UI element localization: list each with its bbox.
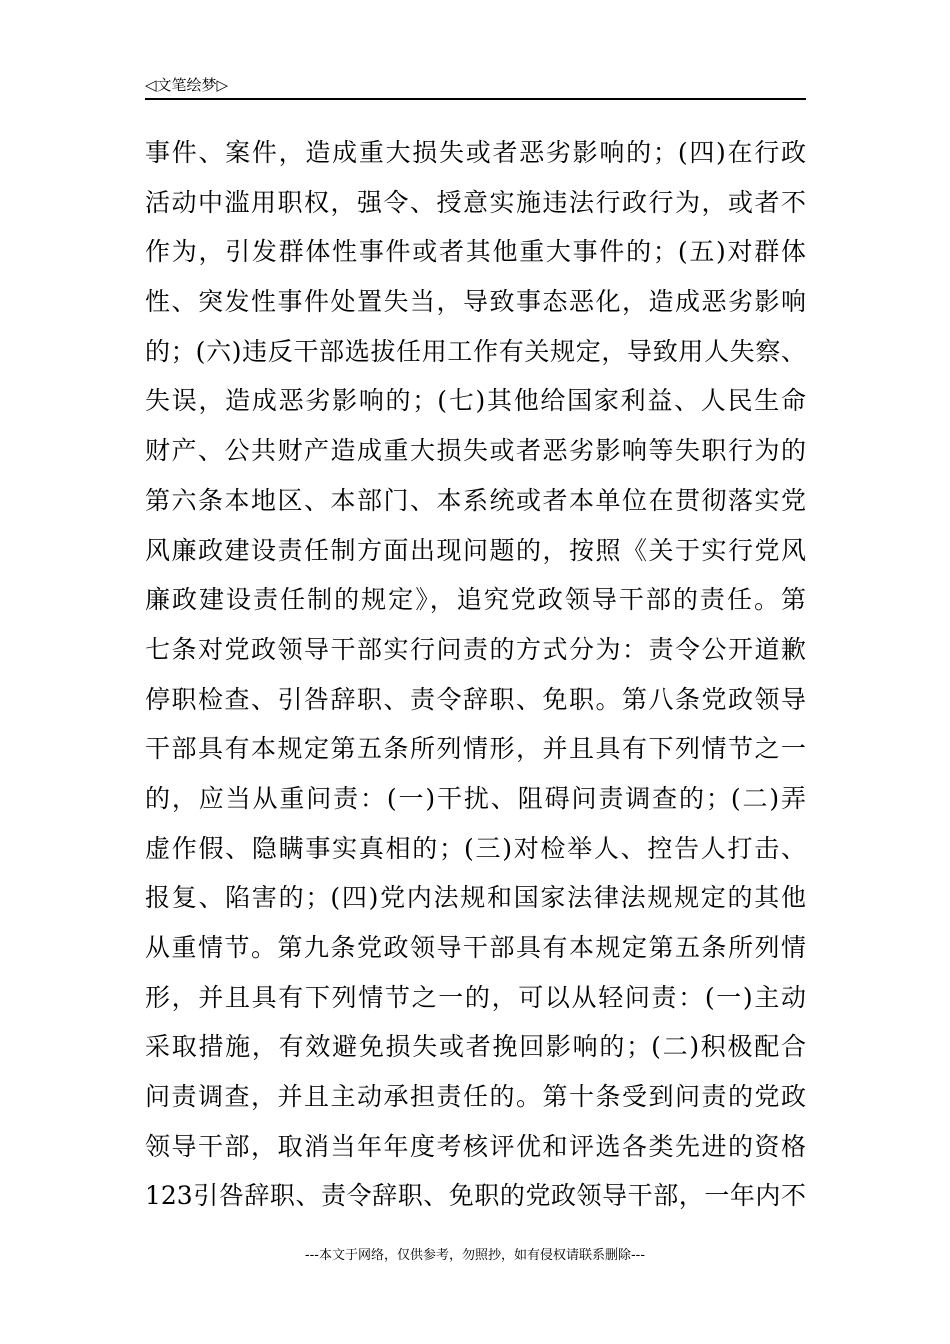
page-header (145, 72, 806, 100)
text-line: 形，并且具有下列情节之一的，可以从轻问责：(一)主动 (145, 982, 806, 1012)
text-line: 采取措施，有效避免损失或者挽回影响的；(二)积极配合 (145, 1032, 806, 1062)
text-line: 问责调查，并且主动承担责任的。第十条受到问责的党政 (145, 1082, 806, 1112)
text-line: 领导干部，取消当年年度考核评优和评选各类先进的资格 (145, 1131, 806, 1161)
text-line: 事件、案件，造成重大损失或者恶劣影响的；(四)在行政 (145, 138, 806, 167)
header-title: ◁文笔绘梦▷ (145, 76, 229, 94)
document-body (145, 128, 806, 1221)
text-line: 第六条本地区、本部门、本系统或者本单位在贯彻落实党 (145, 485, 806, 515)
text-line: 报复、陷害的；(四)党内法规和国家法律法规规定的其他 (145, 883, 806, 913)
text-line: 停职检查、引咎辞职、责令辞职、免职。第八条党政领导 (145, 684, 806, 714)
text-line: 从重情节。第九条党政领导干部具有本规定第五条所列情 (145, 933, 806, 962)
text-line: 干部具有本规定第五条所列情形，并且具有下列情节之一 (145, 734, 806, 764)
text-line: 财产、公共财产造成重大损失或者恶劣影响等失职行为的 (145, 436, 806, 466)
text-line: 虚作假、隐瞒事实真相的；(三)对检举人、控告人打击、 (145, 833, 806, 863)
text-line: 作为，引发群体性事件或者其他重大事件的；(五)对群体 (145, 237, 806, 267)
text-line: 风廉政建设责任制方面出现问题的，按照《关于实行党风 (145, 535, 806, 565)
text-line: 的，应当从重问责：(一)干扰、阻碍问责调查的；(二)弄 (145, 783, 806, 813)
page-footer-disclaimer: ---本文于网络，仅供参考，勿照抄，如有侵权请联系删除--- (304, 1248, 646, 1263)
text-line: 活动中滥用职权，强令、授意实施违法行政行为，或者不 (145, 187, 806, 217)
text-line: 性、突发性事件处置失当，导致事态恶化，造成恶劣影响 (145, 287, 806, 317)
text-line: 七条对党政领导干部实行问责的方式分为：责令公开道歉 (145, 634, 806, 664)
text-line: 123引咎辞职、责令辞职、免职的党政领导干部，一年内不 (145, 1181, 806, 1211)
text-line: 的；(六)违反干部选拔任用工作有关规定，导致用人失察、 (145, 336, 806, 366)
text-line: 失误，造成恶劣影响的；(七)其他给国家利益、人民生命 (145, 386, 806, 416)
text-line: 廉政建设责任制的规定》，追究党政领导干部的责任。第 (145, 585, 806, 615)
